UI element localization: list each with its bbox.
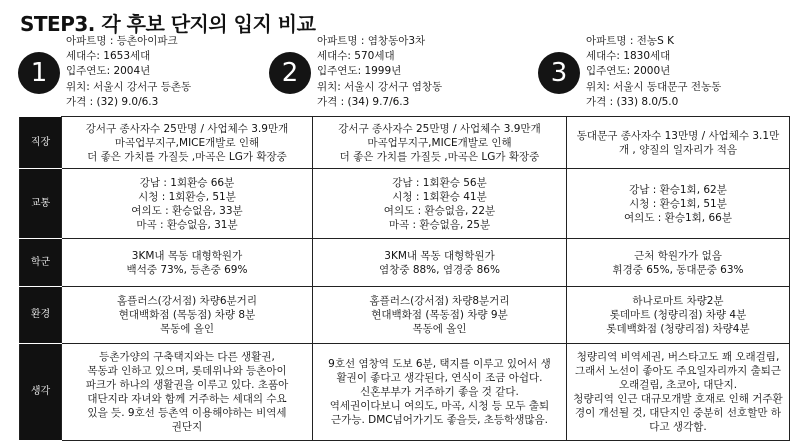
- candidate-info: [317, 34, 442, 110]
- price: 가격 : (32) 9.0/6.3: [66, 95, 159, 108]
- cell-text: 3KM내 목동 대형학원가 백석중 73%, 등촌중 69%: [126, 249, 248, 276]
- table-row-thoughts: [20, 344, 790, 441]
- row-header-transport: 교통: [20, 169, 62, 239]
- move-in-year: 입주연도: 2000년: [586, 65, 671, 78]
- apartment-name: 아파트명 : 염창동아3차: [317, 35, 426, 47]
- cell-text: 홈플러스(강서점) 차량6분거리 현대백화점 (목동점) 차량 8분 목동에 올인: [117, 295, 257, 335]
- table-row-transport: [20, 169, 790, 239]
- household-count: 세대수: 1653세대: [66, 50, 151, 63]
- table-cell: [62, 117, 313, 169]
- table-cell: [313, 239, 567, 287]
- table-row-work: [20, 117, 790, 169]
- candidate-info: [66, 34, 191, 110]
- cell-text: 동대문구 종사자수 13만명 / 사업체수 3.1만 개 , 양질의 일자리가 적음: [576, 129, 780, 156]
- table-cell: [567, 344, 790, 441]
- move-in-year: 입주연도: 2004년: [66, 65, 151, 78]
- location: 위치: 서울시 강서구 염창동: [317, 80, 443, 93]
- price: 가격 : (33) 8.0/5.0: [586, 95, 679, 108]
- table-cell: [313, 344, 567, 441]
- table-cell: [313, 287, 567, 344]
- location: 위치: 서울시 동대문구 전농동: [586, 80, 722, 93]
- cell-text: 하나로마트 차량2분 롯데마트 (청량리점) 차량 4분 롯데백화점 (청량리점) 차량4분: [606, 295, 750, 335]
- table-cell: [62, 239, 313, 287]
- table-cell: [313, 117, 567, 169]
- table-row-school: [20, 239, 790, 287]
- candidate-number-badge: 1: [18, 52, 60, 94]
- cell-text: 강서구 종사자수 25만명 / 사업체수 3.9만개 마곡업무지구,MICE개발로 인해 더 좋은 가치를 가질듯 ,마곡은 LG가 확장중: [338, 122, 541, 163]
- household-count: 세대수: 570세대: [317, 50, 395, 63]
- table-cell: [567, 117, 790, 169]
- page-title: STEP3. 각 후보 단지의 입지 비교: [20, 12, 316, 36]
- row-header-thoughts: 생각: [20, 344, 62, 441]
- table-cell: [62, 344, 313, 441]
- table-cell: [313, 169, 567, 239]
- move-in-year: 입주연도: 1999년: [317, 65, 402, 78]
- apartment-name: 아파트명 : 등촌아이파크: [66, 35, 178, 47]
- cell-text: 강서구 종사자수 25만명 / 사업체수 3.9만개 마곡업무지구,MICE개발로 인해 더 좋은 가치를 가질듯 ,마곡은 LG가 확장중: [85, 122, 289, 163]
- candidate-number-badge: 3: [538, 52, 580, 94]
- table-cell: [567, 169, 790, 239]
- price: 가격 : (34) 9.7/6.3: [317, 95, 410, 108]
- row-header-work: 직장: [20, 117, 62, 169]
- table-cell: [567, 287, 790, 344]
- cell-text: 등촌가양의 구축택지와는 다른 생활권, 목동과 인하고 있으며, 롯데위나와 등촌아이 파크가 하나의 생활권을 이루고 있다. 초품아 대단지라 자녀와 함께 거주하는 세대의 수요 있을 듯. 9호선 등촌역 이용해야하는 비역세 권단지: [85, 351, 289, 433]
- apartment-name: 아파트명 : 전농S K: [586, 35, 674, 47]
- table-cell: [567, 239, 790, 287]
- cell-text: 9호선 염창역 도보 6분, 택지를 이루고 있어서 생 활권이 좋다고 생각된다, 연식이 조금 아쉽다. 신혼부부가 거주하기 좋을 것 같다. 역세권이다보니 여의도, 마곡, 시청 등 모두 출퇴 근가능. DMC넘어가기도 좋을듯, 초등학생많음.: [328, 358, 551, 426]
- candidate-info: [586, 34, 721, 110]
- table-cell: [62, 169, 313, 239]
- cell-text: 강남 : 1회환승 66분 시청 : 1회환승, 51분 여의도 : 환승없음, 33분 마곡 : 환승없음, 31분: [131, 176, 243, 231]
- row-header-school: 학군: [20, 239, 62, 287]
- cell-text: 청량리역 비역세권, 버스타고도 꽤 오래걸림, 그래서 노선이 좋아도 주요일자리까지 출퇴근 오래걸림, 초코아, 대단지. 청량리역 인근 대규모개발 호재로 인해 거주환 경이 개선될 것, 대단지인 중분히 선호할만 하 다고 생각함.: [573, 351, 783, 433]
- table-row-environment: [20, 287, 790, 344]
- comparison-table: [19, 116, 790, 441]
- household-count: 세대수: 1830세대: [586, 50, 671, 63]
- table-cell: [62, 287, 313, 344]
- candidate-number-badge: 2: [269, 52, 311, 94]
- cell-text: 근처 학원가가 없음 휘경중 65%, 동대문중 63%: [612, 249, 744, 276]
- cell-text: 강남 : 1회환승 56분 시청 : 1회환승 41분 여의도 : 환승없음, 22분 마곡 : 환승없음, 25분: [383, 176, 496, 231]
- location: 위치: 서울시 강서구 등촌동: [66, 80, 192, 93]
- cell-text: 3KM내 목동 대형학원가 염창중 88%, 염경중 86%: [379, 249, 500, 276]
- cell-text: 강남 : 환승1회, 62분 시청 : 환승1회, 51분 여의도 : 환승1회, 66분: [624, 183, 732, 224]
- row-header-environment: 환경: [20, 287, 62, 344]
- cell-text: 홈플러스(강서점) 차량8분거리 현대백화점 (목동점) 차량 9분 목동에 올인: [369, 295, 510, 335]
